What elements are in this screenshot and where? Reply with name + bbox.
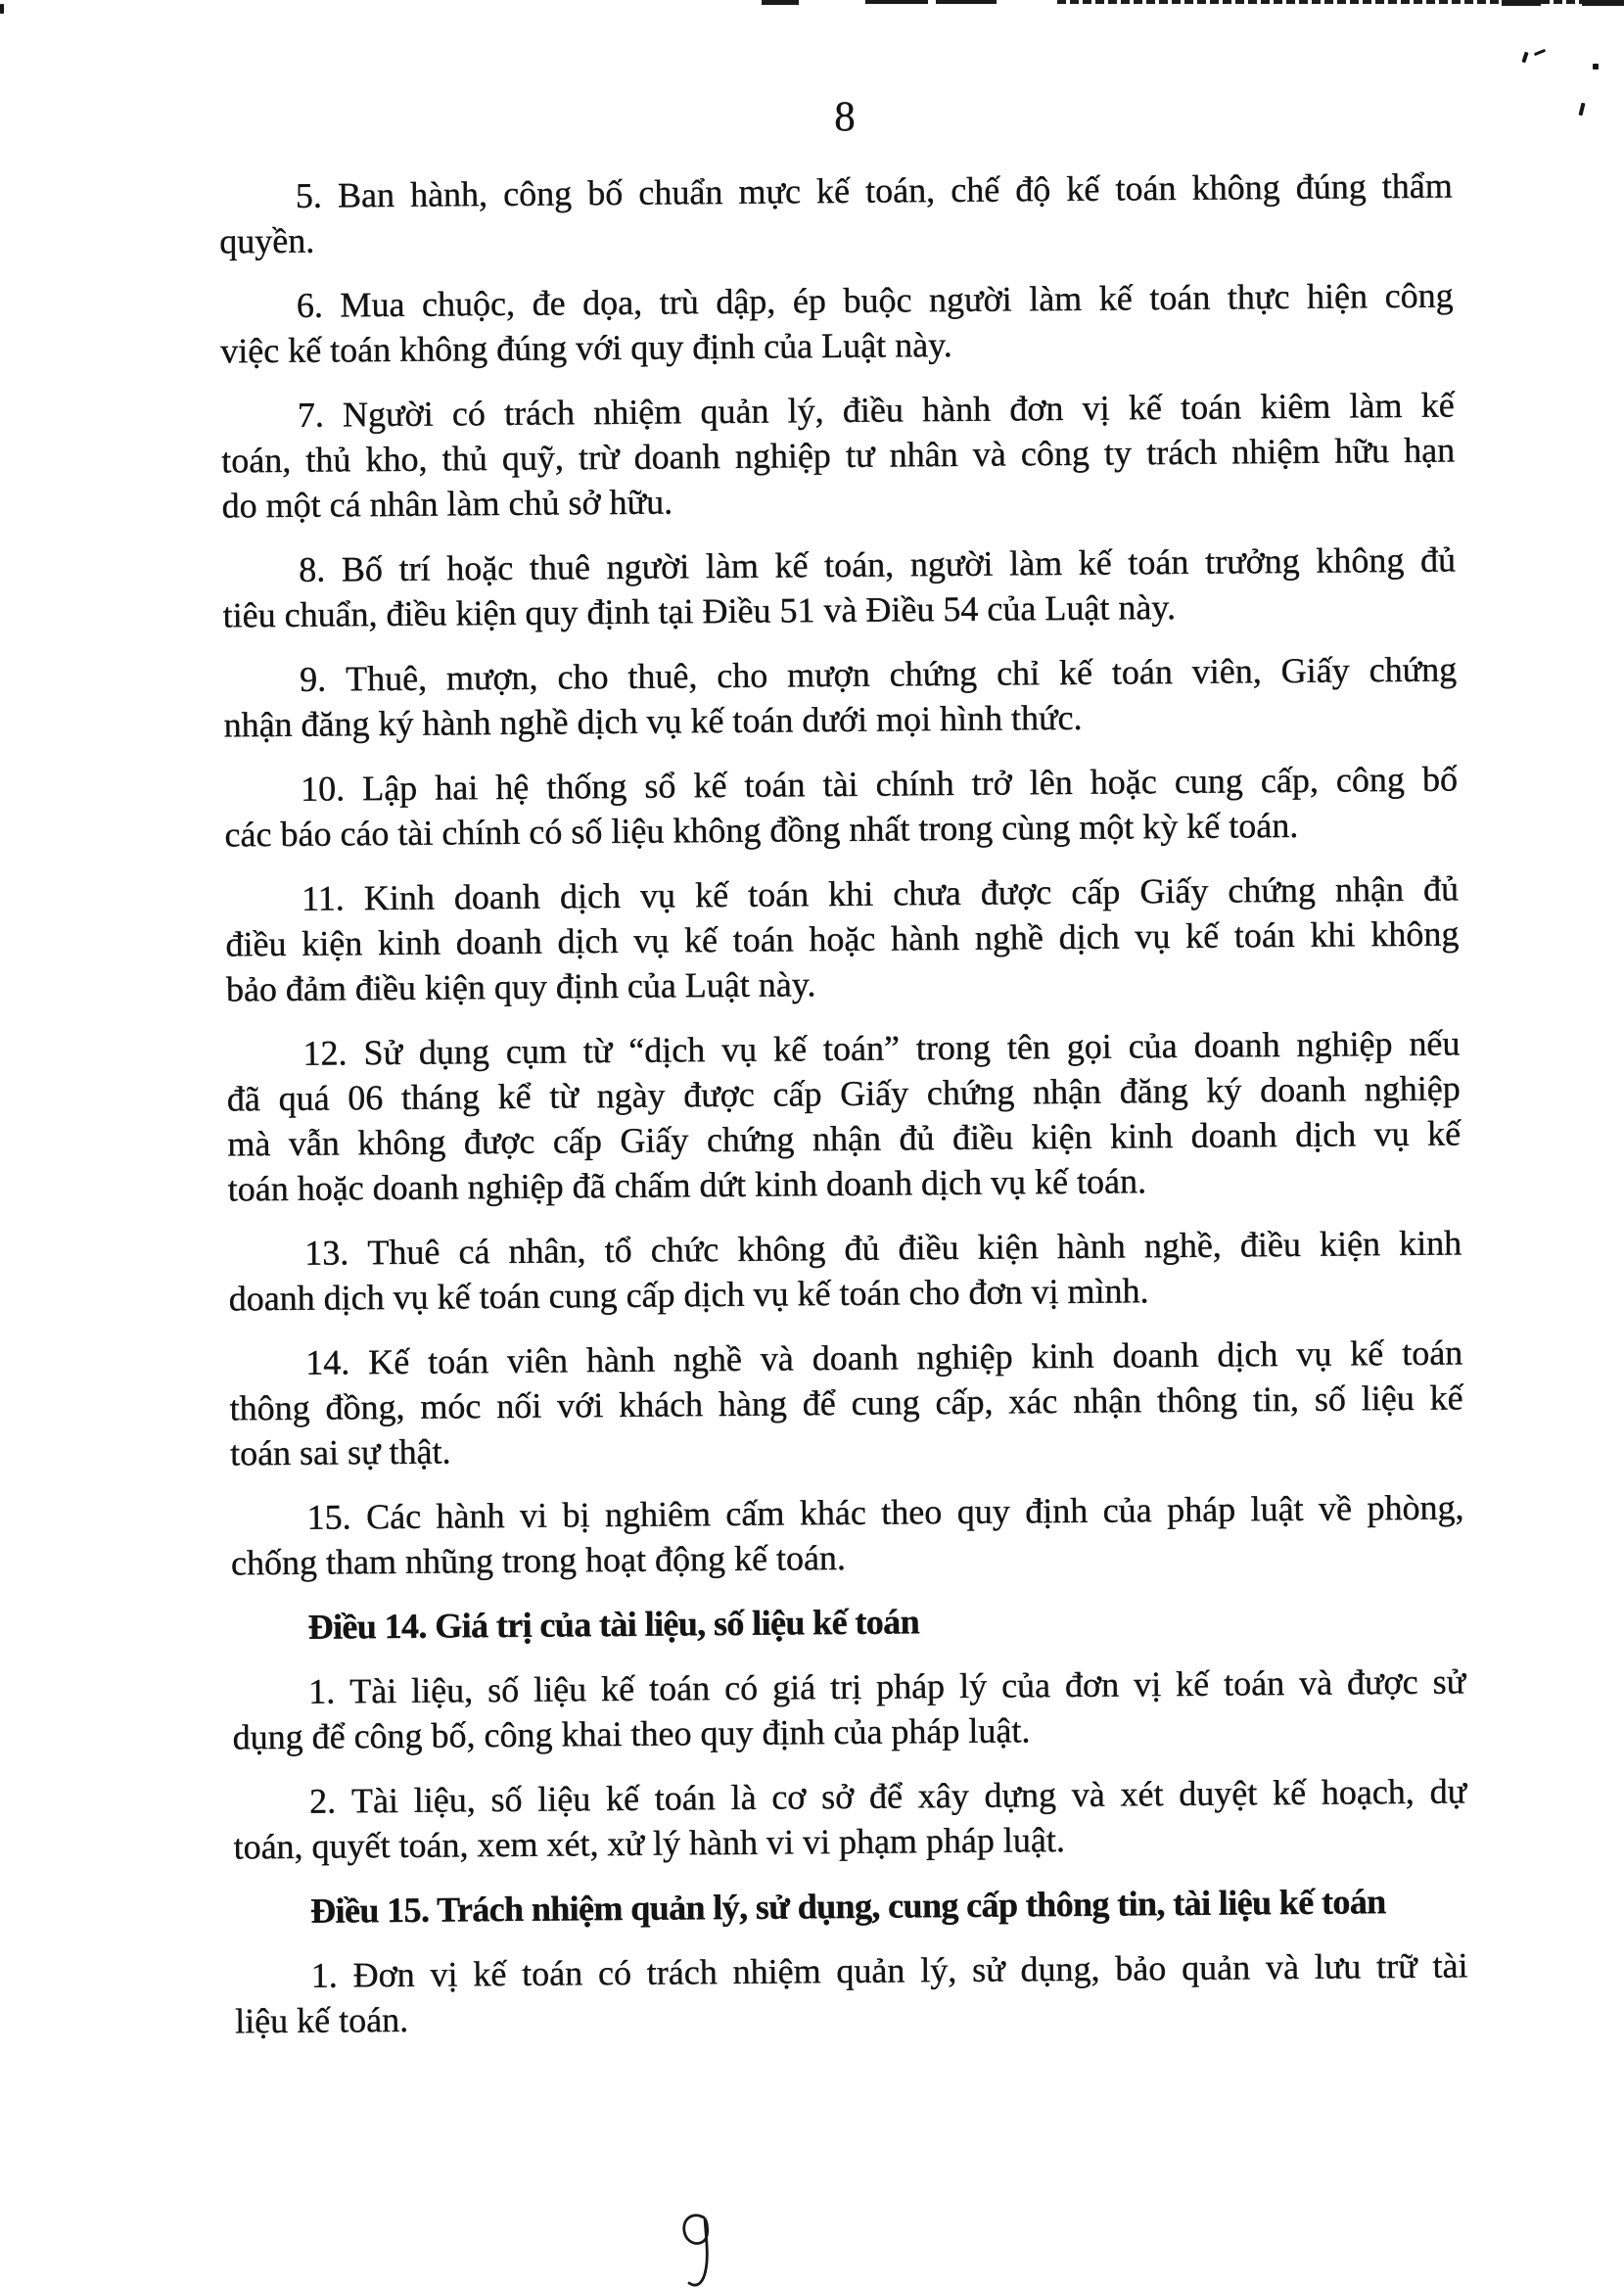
paragraph bbox=[232, 1658, 1466, 1759]
scan-artifact-dash bbox=[936, 0, 997, 4]
text-line: đã quá 06 tháng kể từ ngày được cấp Giấy chứng nhận đăng ký doanh nghiệp bbox=[226, 1068, 1461, 1119]
text-line: điều kiện kinh doanh dịch vụ kế toán hoặc hành nghề dịch vụ kế toán khi không bbox=[225, 913, 1460, 964]
scan-artifact-speck bbox=[1521, 52, 1528, 64]
scan-artifact-dash bbox=[1502, 0, 1541, 6]
paragraph bbox=[233, 1768, 1467, 1869]
paragraph bbox=[226, 1021, 1462, 1212]
text-line: 10. Lập hai hệ thống sổ kế toán tài chính trở lên hoặc cung cấp, công bố bbox=[301, 759, 1459, 809]
text-line: 7. Người có trách nhiệm quản lý, điều hành đơn vị kế toán kiêm làm kế bbox=[297, 385, 1455, 435]
section-heading bbox=[231, 1594, 1464, 1650]
paragraph bbox=[223, 647, 1458, 748]
paragraph bbox=[225, 866, 1460, 1012]
text-line: do một cá nhân làm chủ sở hữu. bbox=[221, 482, 673, 526]
scan-artifact-dash bbox=[762, 0, 799, 5]
text-line: Điều 14. Giá trị của tài liệu, số liệu kế toán bbox=[307, 1602, 920, 1647]
scan-artifact-dash bbox=[1582, 0, 1624, 6]
page-number: 8 bbox=[834, 94, 856, 140]
paragraph bbox=[230, 1484, 1464, 1585]
paragraph bbox=[220, 273, 1455, 374]
text-line: quyền. bbox=[219, 220, 315, 261]
text-line: 11. Kinh doanh dịch vụ kế toán khi chưa được cấp Giấy chứng nhận đủ bbox=[301, 868, 1460, 918]
text-line: tiêu chuẩn, điều kiện quy định tại Điều 51 và Điều 54 của Luật này. bbox=[222, 587, 1177, 635]
text-line: Điều 15. Trách nhiệm quản lý, sử dụng, cung cấp thông tin, tài liệu kế toán bbox=[310, 1882, 1386, 1931]
scan-artifact-speck bbox=[1534, 49, 1546, 56]
text-line: mà vẫn không được cấp Giấy chứng nhận đủ điều kiện kinh doanh dịch vụ kế bbox=[227, 1113, 1462, 1164]
text-line: dụng để công bố, công khai theo quy định của pháp luật. bbox=[232, 1710, 1031, 1757]
scan-artifact-speck bbox=[1578, 103, 1585, 117]
paragraph bbox=[235, 1942, 1469, 2043]
paragraph bbox=[228, 1220, 1462, 1321]
paragraph bbox=[222, 537, 1457, 638]
text-line: toán, thủ kho, thủ quỹ, trừ doanh nghiệp tư nhân và công ty trách nhiệm hữu hạn bbox=[221, 430, 1456, 481]
text-line: thông đồng, móc nối với khách hàng để cung cấp, xác nhận thông tin, số liệu kế bbox=[229, 1377, 1463, 1428]
text-line: 13. Thuê cá nhân, tổ chức không đủ điều kiện hành nghề, điều kiện kinh bbox=[304, 1223, 1462, 1273]
text-line: chống tham nhũng trong hoạt động kế toán. bbox=[230, 1538, 847, 1583]
paragraph bbox=[224, 757, 1459, 858]
text-line: bảo đảm điều kiện quy định của Luật này. bbox=[225, 964, 816, 1009]
text-line: toán, quyết toán, xem xét, xử lý hành vi vi phạm pháp luật. bbox=[233, 1820, 1066, 1867]
paragraph bbox=[219, 163, 1454, 264]
text-line: 8. Bố trí hoặc thuê người làm kế toán, người làm kế toán trưởng không đủ bbox=[299, 539, 1457, 589]
text-line: 15. Các hành vi bị nghiêm cấm khác theo quy định của pháp luật về phòng, bbox=[306, 1487, 1464, 1537]
text-line: việc kế toán không đúng với quy định của Luật này. bbox=[220, 325, 952, 371]
text-line: 5. Ban hành, công bố chuẩn mực kế toán, chế độ kế toán không đúng thẩm bbox=[295, 165, 1453, 215]
handwritten-digit-9 bbox=[677, 2211, 720, 2288]
text-line: toán hoặc doanh nghiệp đã chấm dứt kinh doanh dịch vụ kế toán. bbox=[227, 1161, 1147, 1209]
text-line: 6. Mua chuộc, đe dọa, trù dập, ép buộc người làm kế toán thực hiện công bbox=[296, 275, 1454, 325]
scan-artifact-speck bbox=[1593, 64, 1599, 70]
text-line: 14. Kế toán viên hành nghề và doanh nghiệp kinh doanh dịch vụ kế toán bbox=[305, 1332, 1463, 1382]
paragraph bbox=[229, 1330, 1463, 1475]
text-line: toán sai sự thật. bbox=[229, 1431, 451, 1473]
text-line: 1. Đơn vị kế toán có trách nhiệm quản lý, sử dụng, bảo quản và lưu trữ tài bbox=[310, 1945, 1468, 1995]
text-line: nhận đăng ký hành nghề dịch vụ kế toán dưới mọi hình thức. bbox=[223, 697, 1083, 745]
handwritten-page-number bbox=[677, 2211, 720, 2288]
text-line: liệu kế toán. bbox=[234, 1999, 409, 2041]
text-line: 2. Tài liệu, số liệu kế toán là cơ sở để xây dựng và xét duyệt kế hoạch, dự bbox=[309, 1771, 1467, 1821]
text-line: 12. Sử dụng cụm từ “dịch vụ kế toán” trong tên gọi của doanh nghiệp nếu bbox=[302, 1023, 1461, 1073]
text-line: các báo cáo tài chính có số liệu không đồng nhất trong cùng một kỳ kế toán. bbox=[224, 805, 1299, 855]
paragraph bbox=[221, 383, 1456, 529]
text-line: doanh dịch vụ kế toán cung cấp dịch vụ kế toán cho đơn vị mình. bbox=[228, 1271, 1149, 1319]
text-line: 9. Thuê, mượn, cho thuê, cho mượn chứng chỉ kế toán viên, Giấy chứng bbox=[300, 649, 1458, 699]
text-line: 1. Tài liệu, số liệu kế toán có giá trị pháp lý của đơn vị kế toán và được sử bbox=[308, 1661, 1466, 1711]
document-body bbox=[219, 163, 1469, 2044]
scan-artifact-speck bbox=[0, 4, 4, 14]
section-heading bbox=[234, 1878, 1467, 1934]
scan-artifact-dash bbox=[865, 0, 928, 4]
